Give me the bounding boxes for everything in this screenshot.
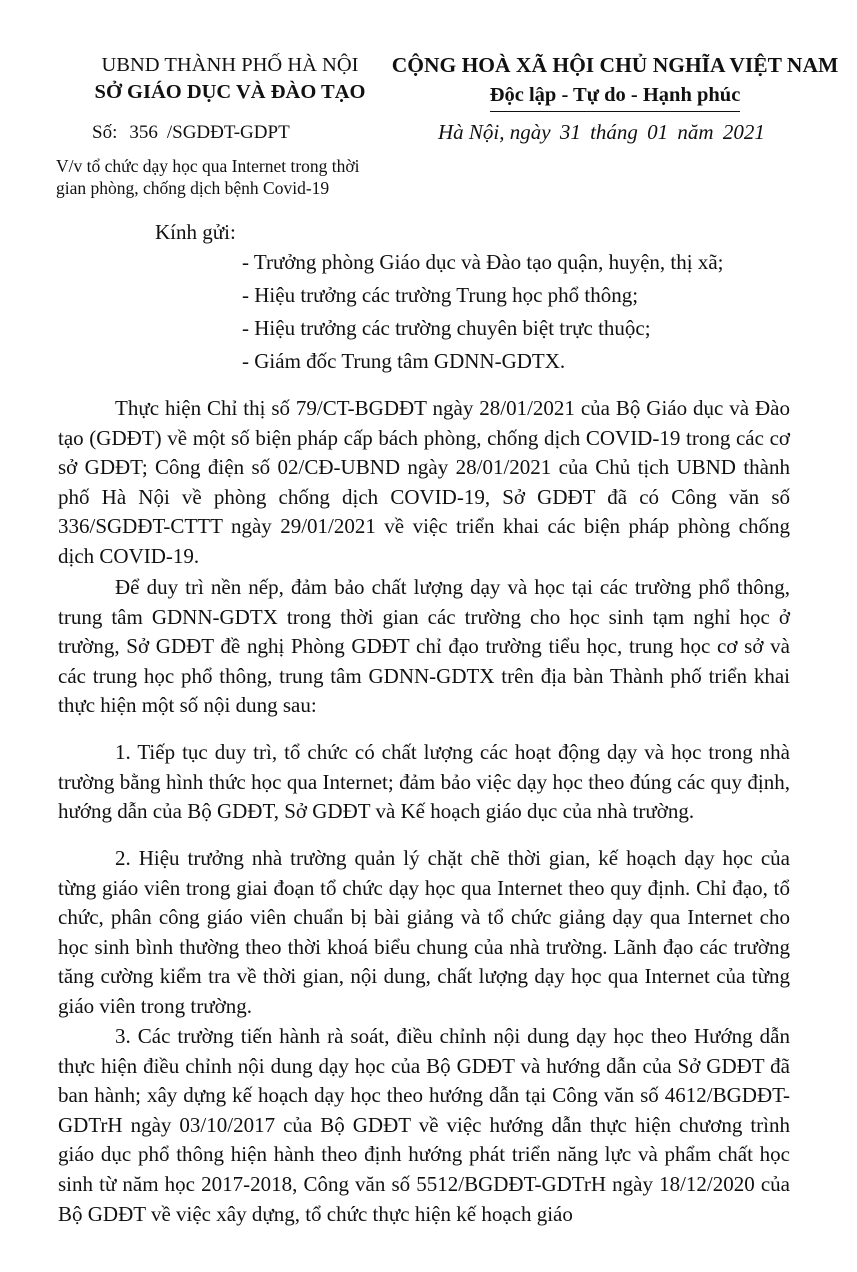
body-paragraph-item-1: 1. Tiếp tục duy trì, tổ chức có chất lượng các hoạt động dạy và học trong nhà trường bằng hình thức học qua Internet; đảm bảo việc dạy học theo đúng các quy định, hướng dẫn của Bộ GDĐT, Sở GDĐT và Kế hoạch giáo dục của nhà trường. [58,740,790,824]
date-month: 01 [647,120,669,144]
body-paragraph-item-2: 2. Hiệu trưởng nhà trường quản lý chặt chẽ thời gian, kế hoạch dạy học của từng giáo viên trong giai đoạn tổ chức dạy học qua Internet theo quy định. Chỉ đạo, tổ chức, phân công giáo viên chuẩn bị bài giảng và tổ chức giảng dạy qua Internet cho học sinh bình thường theo thời khoá biểu chung của nhà trường. Lãnh đạo các trường tăng cường kiểm tra về thời gian, nội dung, chất lượng dạy học qua Internet của từng giáo viên trong trường. [58,846,790,1018]
body-paragraph-item-3: 3. Các trường tiến hành rà soát, điều chỉnh nội dung dạy học theo Hướng dẫn thực hiện điều chỉnh nội dung dạy học của Bộ GDĐT và hướng dẫn của Sở GDĐT đã ban hành; xây dựng kế hoạch dạy học theo hướng dẫn tại Công văn số 4612/BGDĐT-GDTrH ngày 03/10/2017 của Bộ GDĐT về việc hướng dẫn thực hiện chương trình giáo dục phổ thông hiện hành theo định hướng phát triển năng lực và phẩm chất học sinh từ năm học 2017-2018, Công văn số 5512/BGDĐT-GDTrH ngày 18/12/2020 của Bộ GDĐT về việc xây dựng, tổ chức thực hiện kế hoạch giáo [58,1024,790,1226]
document-number [92,122,290,144]
recipient-item: - Hiệu trưởng các trường Trung học phổ thông; [242,283,639,307]
recipient-list [242,246,724,378]
issuer-authority: UBND THÀNH PHỐ HÀ NỘI [101,54,359,76]
subject-line-1: V/v tổ chức dạy học qua Internet trong thời [56,156,360,176]
document-number-value: 356 [129,122,158,143]
date-year: 2021 [722,120,765,144]
date-month-label: tháng [590,120,638,144]
recipient-item: - Hiệu trưởng các trường chuyên biệt trực thuộc; [242,316,651,340]
date-prefix: Hà Nội, ngày [438,120,551,144]
recipient-item: - Giám đốc Trung tâm GDNN-GDTX. [242,349,566,373]
recipient-item: - Trưởng phòng Giáo dục và Đào tạo quận, huyện, thị xã; [242,250,724,274]
document-number-code: /SGDĐT-GDPT [166,122,290,143]
date-line [438,120,769,145]
body-paragraph: Để duy trì nền nếp, đảm bảo chất lượng dạy và học tại các trường phổ thông, trung tâm GDNN-GDTX trong thời gian các trường cho học sinh tạm nghỉ học ở trường, Sở GDĐT đề nghị Phòng GDĐT chỉ đạo trường tiểu học, trung học cơ sở và các trung học phổ thông, trung tâm GDNN-GDTX trên địa bàn Thành phố triển khai thực hiện một số nội dung sau: [58,575,790,718]
salutation: Kính gửi: [155,220,236,244]
date-day: 31 [559,120,581,144]
national-motto: Độc lập - Tự do - Hạnh phúc [490,80,741,112]
national-motto-block [380,50,850,112]
body-paragraph: Thực hiện Chỉ thị số 79/CT-BGDĐT ngày 28/01/2021 của Bộ Giáo dục và Đào tạo (GDĐT) về một số biện pháp cấp bách phòng, chống dịch COVID-19 trong các cơ sở GDĐT; Công điện số 02/CĐ-UBND ngày 28/01/2021 của Chủ tịch UBND thành phố Hà Nội về phòng chống dịch COVID-19, Sở GDĐT đã có Công văn số 336/SGDĐT-CTTT ngày 29/01/2021 về việc triển khai các biện pháp phòng chống dịch COVID-19. [58,396,790,568]
document-number-label: Số: [92,122,118,143]
country-name: CỘNG HOÀ XÃ HỘI CHỦ NGHĨA VIỆT NAM [391,53,839,77]
date-year-label: năm [677,120,714,144]
subject-line [56,155,360,199]
subject-line-2: gian phòng, chống dịch bệnh Covid-19 [56,178,330,198]
issuer-department: SỞ GIÁO DỤC VÀ ĐÀO TẠO [94,81,366,103]
issuer-block [75,52,385,106]
